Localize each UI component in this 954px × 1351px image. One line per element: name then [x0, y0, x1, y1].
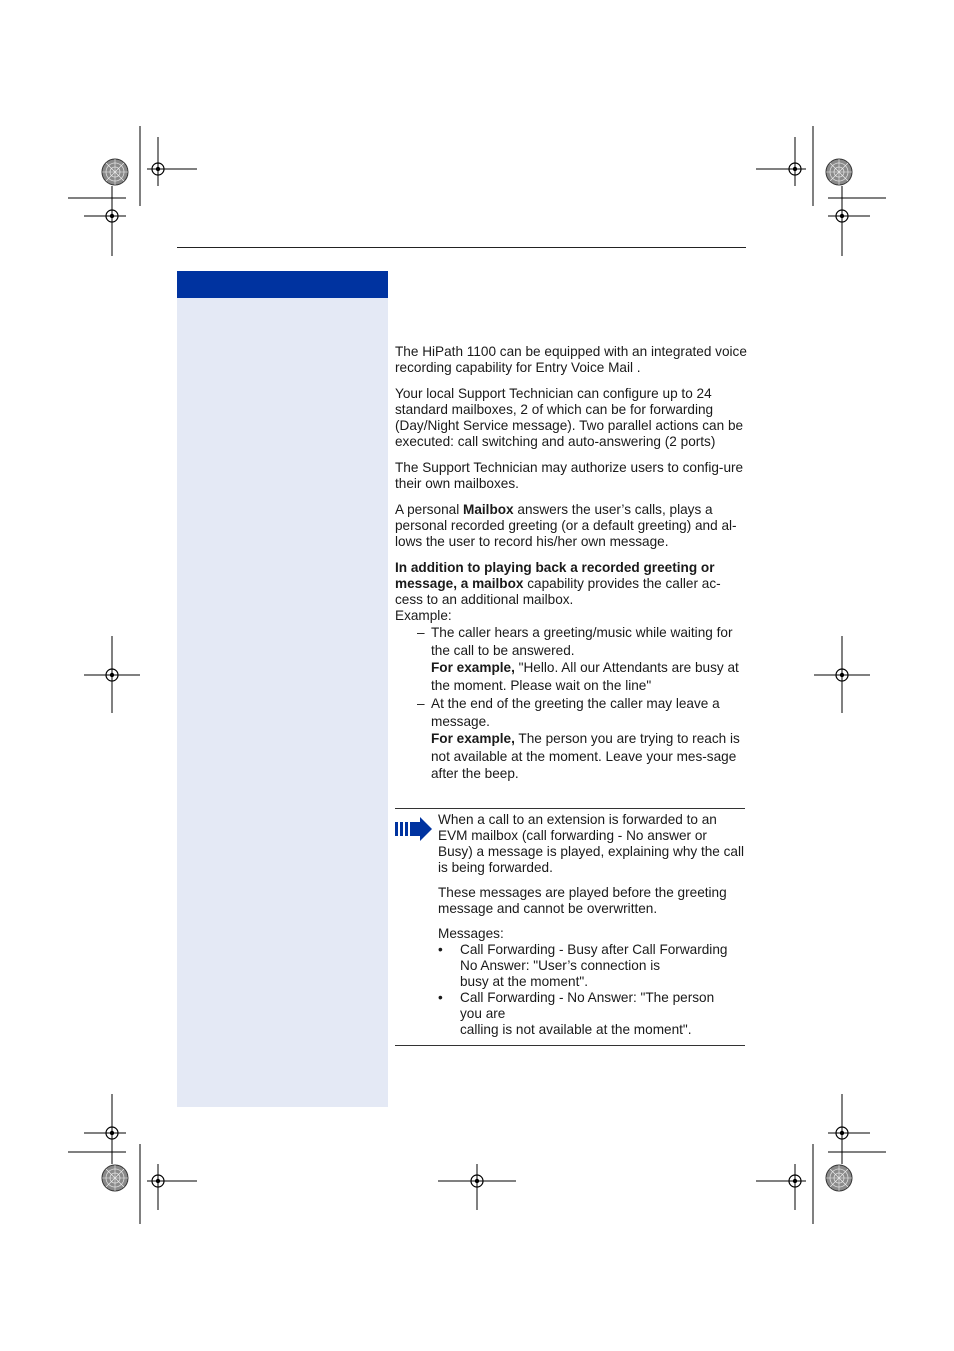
dash-marker: –	[417, 696, 425, 711]
dash-marker: –	[417, 625, 425, 640]
mailbox-term: Mailbox	[463, 502, 514, 517]
bullet-line: you are	[460, 1006, 506, 1021]
example-text: The caller hears a greeting/music while waiting for the call to be answered.	[431, 625, 733, 658]
bullet-marker: •	[438, 942, 443, 957]
bold-lead: For example,	[431, 660, 515, 675]
bullet-line: Call Forwarding - Busy after Call Forwarding	[460, 942, 728, 957]
example-label: Example:	[395, 608, 452, 623]
bullet-line: calling is not available at the moment".	[460, 1022, 692, 1037]
text: capability provides the caller ac-cess to an additional mailbox.	[395, 576, 721, 607]
bullet-marker: •	[438, 990, 443, 1005]
bold-lead: For example,	[431, 731, 515, 746]
intro-paragraph-3: The Support Technician may authorize users to config-ure their own mailboxes.	[395, 460, 744, 491]
intro-paragraph-1: The HiPath 1100 can be equipped with an integrated voice recording capability for Entry Voice Mail .	[395, 344, 747, 375]
example-text: At the end of the greeting the caller may leave a message.	[431, 696, 720, 729]
text: The person you are trying to reach is not available at the moment. Leave your mes-sage after the beep.	[431, 731, 740, 781]
bold-lead: In addition to playing back a recorded greeting or message, a mailbox	[395, 560, 715, 591]
text: answers the user’s calls, plays a personal recorded greeting (or a default greeting) and al-lows the user to record his/her own message.	[395, 502, 737, 549]
text: "Hello. All our Attendants are busy at the moment. Please wait on the line"	[431, 660, 739, 693]
intro-paragraph-2: Your local Support Technician can configure up to 24 standard mailboxes, 2 of which can be for forwarding (Day/Night Service message). Two parallel actions can be executed: call switching and auto-answering (2 ports)	[395, 386, 744, 449]
bullet-line: Call Forwarding - No Answer: "The person	[460, 990, 715, 1005]
text: A personal	[395, 502, 464, 517]
bullet-line: busy at the moment".	[460, 974, 588, 989]
messages-label: Messages:	[438, 926, 504, 941]
bullet-line: No Answer: "User’s connection is	[460, 958, 661, 973]
note-paragraph-1: When a call to an extension is forwarded to an EVM mailbox (call forwarding - No answer or Busy) a message is played, explaining why the call is being forwarded.	[438, 812, 745, 875]
note-paragraph-2: These messages are played before the greeting message and cannot be overwritten.	[438, 885, 727, 916]
